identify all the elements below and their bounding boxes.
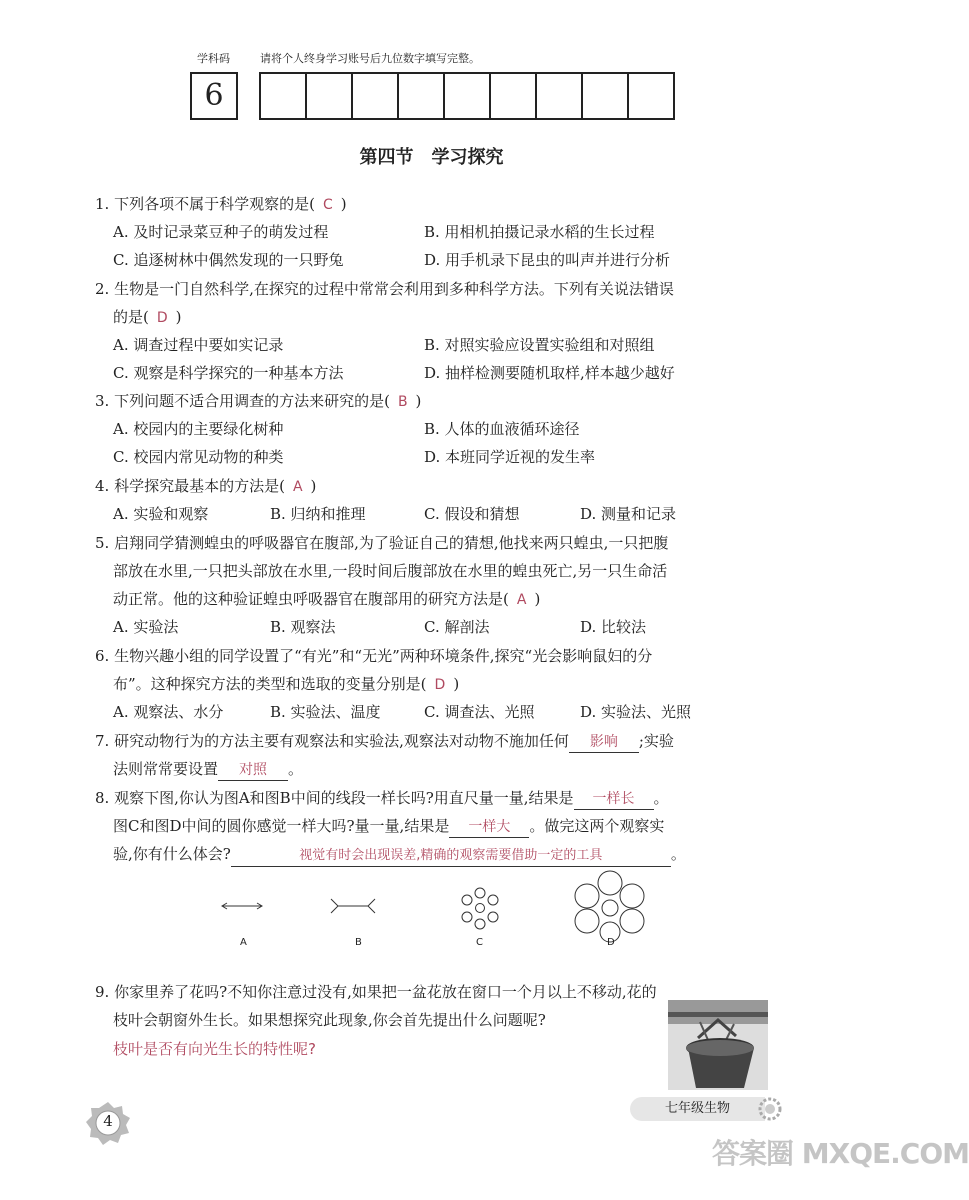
figure-label-d: D: [607, 937, 615, 948]
q3-option-b: B. 人体的血液循环途径: [424, 420, 580, 438]
q5-option-d: D. 比较法: [580, 618, 647, 636]
q5-stem-line2: 部放在水里,一只把头部放在水里,一段时间后腹部放在水里的蝗虫死亡,另一只生命活: [113, 562, 668, 580]
q5-stem-line3: 动正常。他的这种验证蝗虫呼吸器官在腹部用的研究方法是( A ): [113, 590, 541, 608]
q2-option-c: C. 观察是科学探究的一种基本方法: [113, 364, 344, 382]
q7-answer-1: 影响: [589, 734, 618, 750]
q4-option-a: A. 实验和观察: [113, 505, 209, 523]
q9-answer: 枝叶是否有向光生长的特性呢?: [113, 1040, 316, 1058]
illusion-figures: [210, 862, 650, 942]
q9-line1: 9. 你家里养了花吗?不知你注意过没有,如果把一盆花放在窗口一个月以上不移动,花的: [95, 983, 657, 1001]
subject-code-label: 学科码: [197, 52, 230, 65]
q3-answer: B: [397, 394, 408, 410]
q8-line3: 验,你有什么体会? 视觉有时会出现误差,精确的观察需要借助一定的工具 。: [113, 844, 686, 867]
q1-option-a: A. 及时记录菜豆种子的萌发过程: [113, 223, 329, 241]
q8-answer-3: 视觉有时会出现误差,精确的观察需要借助一定的工具: [299, 848, 603, 863]
q6-stem-line2: 布”。这种探究方法的类型和选取的变量分别是( D ): [113, 675, 460, 693]
figure-a-arrows: [222, 903, 262, 909]
q2-option-b: B. 对照实验应设置实验组和对照组: [424, 336, 655, 354]
q5-option-b: B. 观察法: [270, 618, 336, 636]
q6-option-d: D. 实验法、光照: [580, 703, 692, 721]
q2-option-d: D. 抽样检测要随机取样,样本越少越好: [424, 364, 675, 382]
gear-decoration-icon: [758, 1097, 782, 1121]
q8-line2: 图C和图D中间的圆你感觉一样大吗?量一量,结果是 一样大 。做完这两个观察实: [113, 816, 664, 838]
q6-option-c: C. 调查法、光照: [424, 703, 535, 721]
q4-stem: 4. 科学探究最基本的方法是( A ): [95, 477, 317, 495]
q1-answer: C: [322, 197, 333, 213]
figure-label-c: C: [476, 937, 483, 948]
watermark: 答案圈 MXQE.COM: [712, 1137, 969, 1170]
q3-option-d: D. 本班同学近视的发生率: [424, 448, 596, 466]
q1-option-d: D. 用手机录下昆虫的叫声并进行分析: [424, 251, 671, 269]
figure-b-arrows: [331, 899, 375, 913]
q5-option-a: A. 实验法: [113, 618, 179, 636]
page-number: 4: [103, 1112, 113, 1130]
subject-code-box: [190, 72, 238, 120]
figure-c-circles: [462, 888, 498, 929]
q6-option-a: A. 观察法、水分: [113, 703, 224, 721]
book-label-bar: [630, 1097, 765, 1121]
q9-line2: 枝叶会朝窗外生长。如果想探究此现象,你会首先提出什么问题呢?: [113, 1011, 546, 1029]
q2-stem-line2: 的是( D ): [113, 308, 182, 326]
q2-stem-line1: 2. 生物是一门自然科学,在探究的过程中常常会利用到多种科学方法。下列有关说法错误: [95, 280, 674, 298]
q2-option-a: A. 调查过程中要如实记录: [113, 336, 284, 354]
q4-answer: A: [292, 479, 303, 495]
q8-answer-2: 一样大: [468, 819, 511, 835]
q6-option-b: B. 实验法、温度: [270, 703, 381, 721]
potted-plant-image: [668, 1000, 768, 1090]
q1-option-c: C. 追逐树林中偶然发现的一只野兔: [113, 251, 344, 269]
figure-label-b: B: [355, 937, 362, 948]
q5-option-c: C. 解剖法: [424, 618, 490, 636]
q1-option-b: B. 用相机拍摄记录水稻的生长过程: [424, 223, 655, 241]
instruction-text: 请将个人终身学习账号后九位数字填写完整。: [260, 52, 480, 65]
figure-label-a: A: [240, 937, 247, 948]
q7-line2: 法则常常要设置 对照 。: [113, 759, 303, 781]
q2-answer: D: [156, 310, 168, 326]
figure-d-circles: [575, 871, 644, 942]
q4-option-b: B. 归纳和推理: [270, 505, 366, 523]
q7-line1: 7. 研究动物行为的方法主要有观察法和实验法,观察法对动物不施加任何 影响 ;实验: [95, 731, 674, 753]
q3-option-c: C. 校园内常见动物的种类: [113, 448, 284, 466]
book-label: 七年级生物: [664, 1101, 730, 1116]
section-title: 第四节 学习探究: [359, 147, 504, 168]
q8-answer-1: 一样长: [592, 791, 635, 807]
q4-option-c: C. 假设和猜想: [424, 505, 520, 523]
q6-answer: D: [434, 677, 446, 693]
q4-option-d: D. 测量和记录: [580, 505, 677, 523]
q7-answer-2: 对照: [239, 762, 268, 778]
q8-line1: 8. 观察下图,你认为图A和图B中间的线段一样长吗?用直尺量一量,结果是 一样长 。: [95, 788, 669, 810]
q6-stem-line1: 6. 生物兴趣小组的同学设置了“有光”和“无光”两种环境条件,探究“光会影响鼠妇的分: [95, 647, 653, 665]
q5-answer: A: [516, 592, 527, 608]
q3-option-a: A. 校园内的主要绿化树种: [113, 420, 284, 438]
q5-stem-line1: 5. 启翔同学猜测蝗虫的呼吸器官在腹部,为了验证自己的猜想,他找来两只蝗虫,一只把腹: [95, 534, 669, 552]
q3-stem: 3. 下列问题不适合用调查的方法来研究的是( B ): [95, 392, 422, 410]
q1-stem: 1. 下列各项不属于科学观察的是( C ): [95, 195, 347, 213]
account-digit-boxes[interactable]: [259, 72, 675, 120]
subject-code-value: 6: [204, 78, 224, 113]
